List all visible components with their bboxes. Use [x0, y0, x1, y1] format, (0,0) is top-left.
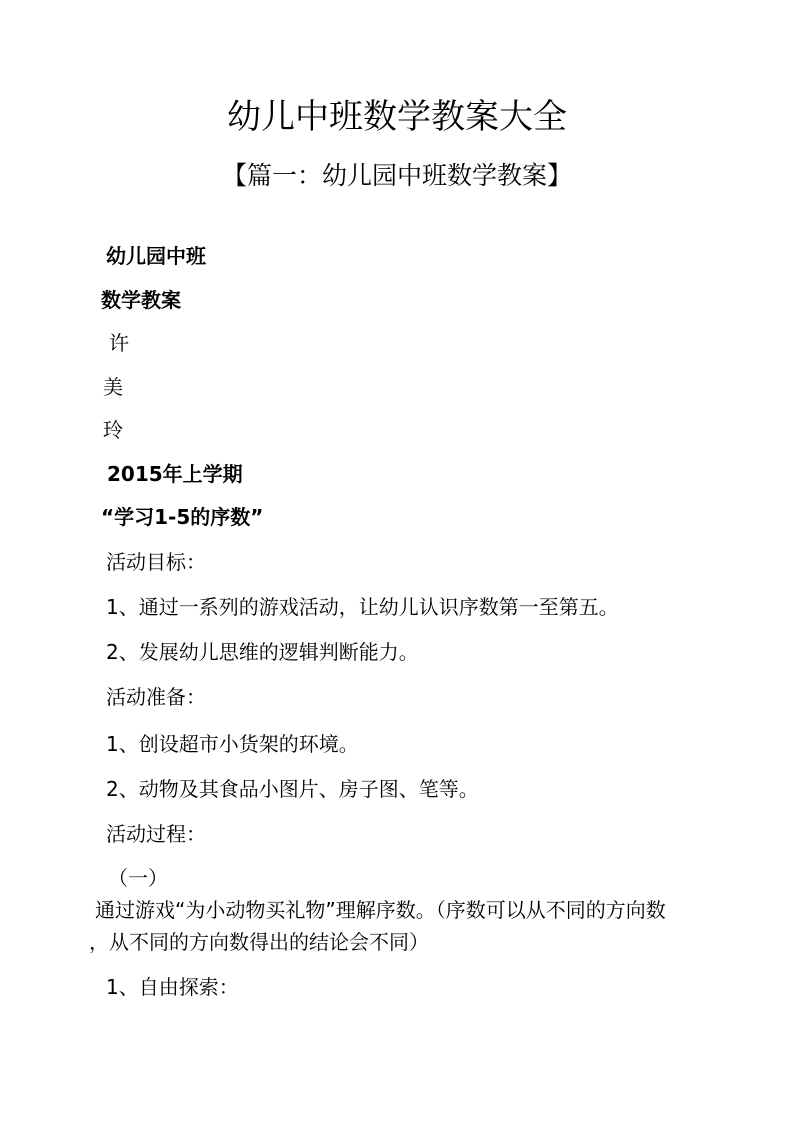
process-step-1: （一） — [108, 866, 168, 890]
author-char-2: 美 — [103, 375, 123, 399]
author-char-3: 玲 — [103, 418, 123, 442]
preparation-item-1: 1、创设超市小货架的环境。 — [106, 732, 359, 756]
process-heading: 活动过程： — [106, 822, 206, 846]
kindergarten-class-line: 幼儿园中班 — [106, 244, 206, 268]
preparation-heading: 活动准备： — [106, 685, 206, 709]
objectives-heading: 活动目标： — [106, 550, 206, 574]
semester-line: 2015年上学期 — [107, 462, 243, 486]
lesson-topic: “学习1-5的序数” — [101, 505, 264, 529]
process-description-line-1: 通过游戏“为小动物买礼物”理解序数。（序数可以从不同的方向数 — [95, 898, 666, 922]
section-heading: 【篇一：幼儿园中班数学教案】 — [221, 161, 572, 190]
objective-item-2: 2、发展幼儿思维的逻辑判断能力。 — [106, 640, 419, 664]
free-exploration-item: 1、自由探索： — [106, 975, 239, 999]
preparation-item-2: 2、动物及其食品小图片、房子图、笔等。 — [106, 777, 479, 801]
document-title: 幼儿中班数学教案大全 — [227, 97, 567, 137]
lesson-plan-line: 数学教案 — [101, 288, 181, 312]
process-description-line-2: ，从不同的方向数得出的结论会不同） — [89, 930, 429, 954]
author-char-1: 许 — [109, 331, 129, 355]
objective-item-1: 1、通过一系列的游戏活动，让幼儿认识序数第一至第五。 — [106, 595, 619, 619]
